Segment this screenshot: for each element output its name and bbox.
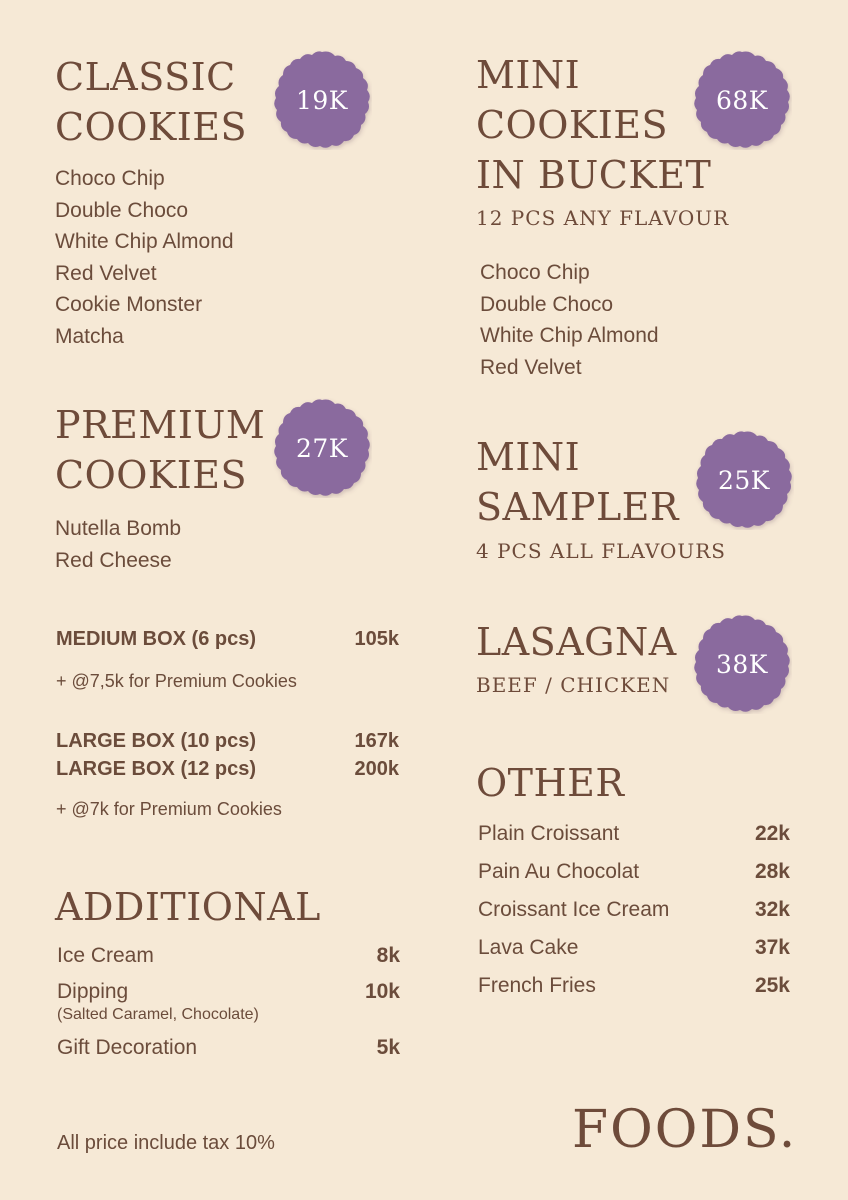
item-price: 37k bbox=[754, 936, 790, 959]
list-item: Red Cheese bbox=[55, 548, 172, 572]
classic-price-badge bbox=[272, 50, 372, 150]
item-name: Pain Au Chocolat bbox=[478, 860, 640, 883]
item-name: French Fries bbox=[478, 974, 596, 997]
badge-price: 19K bbox=[296, 85, 348, 115]
lasagna-section bbox=[476, 617, 677, 697]
item-name: Lava Cake bbox=[478, 936, 579, 959]
list-item: Choco Chip bbox=[55, 167, 165, 190]
list-item: Red Velvet bbox=[55, 261, 157, 285]
lasagna-subtitle: BEEF / CHICKEN bbox=[476, 673, 671, 697]
list-item bbox=[478, 822, 790, 860]
item-price: 32k bbox=[754, 898, 790, 921]
badge-price: 38K bbox=[716, 649, 768, 679]
large-box-10-price: 167k bbox=[354, 730, 399, 752]
item-name: Ice Cream bbox=[57, 944, 154, 967]
list-item: Cookie Monster bbox=[55, 293, 203, 317]
list-item bbox=[478, 898, 790, 936]
mini-sampler-price-badge bbox=[694, 430, 794, 530]
title-line: COOKIES bbox=[55, 105, 248, 149]
premium-price-badge bbox=[272, 398, 372, 498]
list-item bbox=[57, 1036, 400, 1060]
large-box-12-label: LARGE BOX (12 pcs) bbox=[56, 758, 257, 780]
item-price: 22k bbox=[754, 822, 790, 845]
item-price: 8k bbox=[376, 944, 400, 967]
list-item bbox=[57, 944, 400, 968]
list-item bbox=[57, 980, 400, 1004]
item-price: 28k bbox=[754, 860, 790, 883]
mini-sampler-subtitle: 4 PCS ALL FLAVOURS bbox=[476, 539, 726, 563]
large-box-10-label: LARGE BOX (10 pcs) bbox=[56, 730, 257, 752]
title-line: COOKIES bbox=[476, 103, 669, 147]
list-item: Nutella Bomb bbox=[55, 517, 182, 540]
item-name: Croissant Ice Cream bbox=[478, 898, 670, 921]
item-name: Dipping bbox=[57, 980, 129, 1003]
medium-box-note: + @7,5k for Premium Cookies bbox=[56, 671, 297, 691]
item-subtext: (Salted Caramel, Chocolate) bbox=[57, 1006, 259, 1023]
large-box-note: + @7k for Premium Cookies bbox=[56, 799, 282, 819]
title-line: PREMIUM bbox=[55, 403, 266, 447]
medium-box-row bbox=[56, 628, 399, 651]
title-line: IN BUCKET bbox=[476, 153, 712, 197]
premium-cookies-title bbox=[55, 400, 265, 500]
other-section bbox=[476, 758, 625, 808]
medium-box-price: 105k bbox=[354, 628, 399, 650]
box-pricing bbox=[56, 628, 399, 820]
mini-sampler-title bbox=[476, 432, 726, 532]
classic-cookies-title bbox=[55, 52, 247, 152]
large-box-12-price: 200k bbox=[354, 758, 399, 780]
lasagna-price-badge bbox=[692, 614, 792, 714]
item-name: Plain Croissant bbox=[478, 822, 620, 845]
badge-price: 25K bbox=[718, 465, 770, 495]
lasagna-title: LASAGNA bbox=[476, 620, 677, 664]
title-line: MINI bbox=[476, 435, 581, 479]
premium-cookies-list bbox=[55, 513, 181, 576]
mini-sampler-section bbox=[476, 432, 726, 563]
mini-bucket-subtitle: 12 PCS ANY FLAVOUR bbox=[476, 206, 730, 230]
tax-note: All price include tax 10% bbox=[57, 1132, 275, 1154]
medium-box-label: MEDIUM BOX (6 pcs) bbox=[56, 628, 257, 650]
other-list bbox=[478, 822, 790, 1012]
title-line: CLASSIC bbox=[55, 55, 236, 99]
list-item: Choco Chip bbox=[480, 261, 590, 284]
list-item: White Chip Almond bbox=[480, 324, 659, 348]
list-item: Double Choco bbox=[55, 198, 189, 222]
list-item: Red Velvet bbox=[480, 355, 582, 379]
large-box-12-row bbox=[56, 758, 399, 781]
classic-cookies-list bbox=[55, 163, 234, 353]
item-name: Gift Decoration bbox=[57, 1036, 198, 1059]
title-line: SAMPLER bbox=[476, 485, 680, 529]
mini-bucket-price-badge bbox=[692, 50, 792, 150]
additional-section bbox=[55, 882, 321, 932]
mini-bucket-list bbox=[480, 257, 659, 383]
list-item: Matcha bbox=[55, 324, 124, 348]
additional-list bbox=[57, 944, 400, 1060]
item-price: 10k bbox=[364, 980, 400, 1003]
badge-price: 68K bbox=[716, 85, 768, 115]
additional-title: ADDITIONAL bbox=[55, 885, 321, 929]
list-item bbox=[478, 974, 790, 1012]
title-line: COOKIES bbox=[55, 453, 248, 497]
foods-label: FOODS. bbox=[572, 1100, 798, 1160]
other-title: OTHER bbox=[476, 761, 625, 805]
item-price: 25k bbox=[754, 974, 790, 997]
large-box-10-row bbox=[56, 730, 399, 753]
list-item: White Chip Almond bbox=[55, 230, 234, 254]
list-item bbox=[478, 860, 790, 898]
classic-cookies-section bbox=[55, 52, 247, 152]
item-price: 5k bbox=[376, 1036, 400, 1059]
premium-cookies-section bbox=[55, 400, 265, 500]
badge-price: 27K bbox=[296, 433, 348, 463]
list-item bbox=[478, 936, 790, 974]
list-item: Double Choco bbox=[480, 292, 614, 316]
title-line: MINI bbox=[476, 53, 581, 97]
